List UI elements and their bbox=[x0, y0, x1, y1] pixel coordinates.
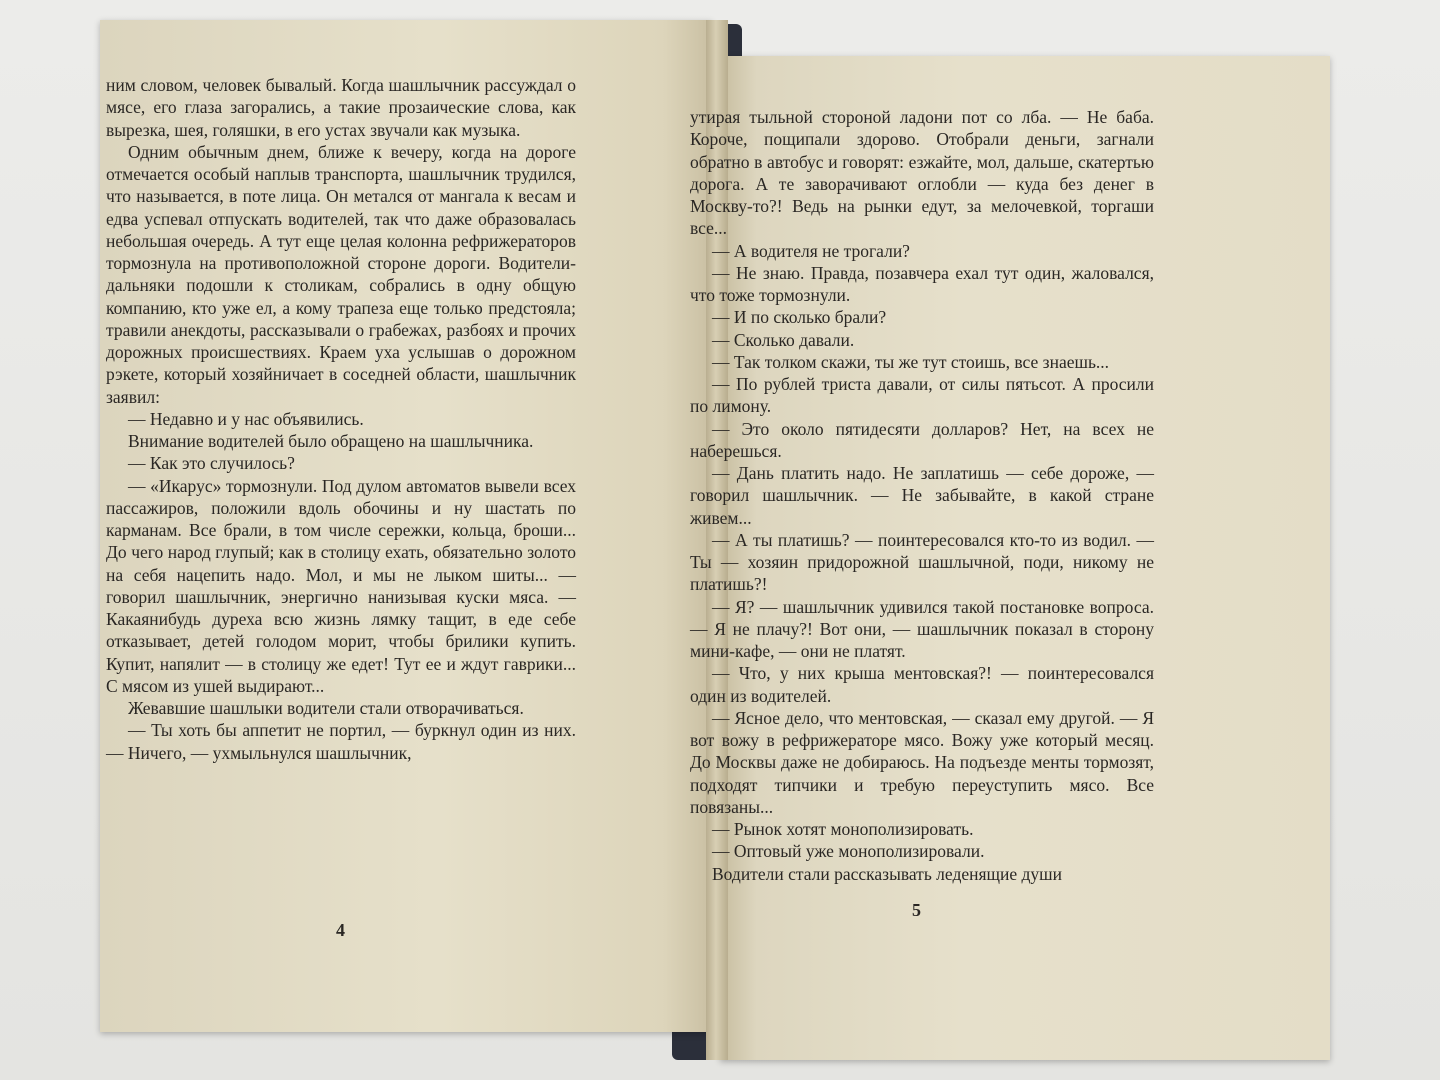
paragraph: — Так толком скажи, ты же тут стоишь, все знаешь... bbox=[712, 351, 1110, 372]
paragraph: — Дань платить надо. Не заплатишь — себе дороже, — говорил шашлычник. — Не забывайте, в какой стране живем... bbox=[690, 463, 1154, 528]
left-page-number: 4 bbox=[336, 920, 345, 940]
paragraph: — По рублей триста давали, от силы пятьсот. А просили по лимону. bbox=[690, 374, 1154, 417]
paragraph: ним словом, человек бывалый. Когда шашлычник рассуждал о мясе, его глаза загорались, а такие прозаические слова, как вырезка, шея, голяшки, в его устах звучали как музыка. bbox=[106, 75, 576, 140]
paragraph: — А ты платишь? — поинтересовался кто-то из водил. — Ты — хозяин придорожной шашлычной, поди, никому не платишь?! bbox=[690, 529, 1154, 595]
paragraph: Жевавшие шашлыки водители стали отворачиваться. bbox=[128, 698, 524, 718]
paragraph: — Рынок хотят монополизировать. bbox=[712, 819, 974, 839]
paragraph: — «Икарус» тормознули. Под дулом автоматов вывели всех пассажиров, положили вдоль обочины и ну шастать по карманам. Все брали, в том числе сережки, кольца, броши... До чего народ глупый; как в столицу ехать, обязательно золото на себя нацепить надо. Мол, и мы не лыком шиты... — говорил шашлычник, энергично нанизывая куски мяса. — Какаянибудь дуреха всю жизнь лямку тащит, в еде себе отказывает, детей голодом морит, чтобы брилики купить. Купит, напялит — в столицу же едет! Тут ее и ждут гаврики... С мясом из ушей выдирают... bbox=[106, 475, 576, 696]
paragraph: — Сколько давали. bbox=[712, 329, 855, 350]
paragraph: — Не знаю. Правда, позавчера ехал тут один, жаловался, что тоже тормознули. bbox=[690, 262, 1154, 305]
paragraph: — Я? — шашлычник удивился такой постановке вопроса. — Я не плачу?! Вот они, — шашлычник показал в сторону мини-кафе, — они не платят. bbox=[690, 596, 1154, 661]
paragraph: Внимание водителей было обращено на шашлычника. bbox=[128, 431, 534, 451]
right-page-text bbox=[690, 106, 1154, 885]
paragraph: — Недавно и у нас объявились. bbox=[128, 408, 364, 429]
paragraph: — Что, у них крыша ментовская?! — поинтересовался один из водителей. bbox=[690, 663, 1154, 706]
paragraph: утирая тыльной стороной ладони пот со лба. — Не баба. Короче, пощипали здорово. Отобрали деньги, загнали обратно в автобус и говорят: езжайте, мол, дальше, скатертью дорога. А те заворачивают оглобли — куда без денег в Москву-то?! Ведь на рынки едут, за мелочевкой, торгаши все... bbox=[690, 107, 1154, 239]
paragraph: Одним обычным днем, ближе к вечеру, когда на дороге отмечается особый наплыв транспорта, шашлычник трудился, что называется, в поте лица. Он метался от мангала к весам и едва успевал отпускать водителей, так что даже образовалась небольшая очередь. А тут еще целая колонна рефрижераторов тормознула на противоположной стороне дороги. Водители-дальняки подошли к столикам, собрались в одну общую компанию, кто уже ел, а кому трапеза еще только предстояла; травили анекдоты, рассказывали о грабежах, разбоях и прочих дорожных происшествиях. Краем уха услышав о дорожном рэкете, который хозяйничает в соседней области, шашлычник заявил: bbox=[106, 141, 576, 407]
paragraph: — Ты хоть бы аппетит не портил, — буркнул один из них. — Ничего, — ухмыльнулся шашлычник, bbox=[106, 720, 576, 763]
paragraph: — И по сколько брали? bbox=[712, 307, 887, 328]
paragraph: — Как это случилось? bbox=[128, 453, 295, 474]
right-page-number: 5 bbox=[912, 900, 921, 920]
paragraph: — Ясное дело, что ментовская, — сказал ему другой. — Я вот вожу в рефрижераторе мясо. Вожу уже который месяц. До Москвы даже не добираюсь. На подъезде менты тормозят, подходят типчики и требую переуступить мясо. Все повязаны... bbox=[690, 707, 1154, 817]
paragraph: — А водителя не трогали? bbox=[712, 240, 910, 261]
paragraph: Водители стали рассказывать леденящие души bbox=[712, 863, 1063, 884]
paragraph: — Это около пятидесяти долларов? Нет, на всех не наберешься. bbox=[690, 418, 1154, 461]
paragraph: — Оптовый уже монополизировали. bbox=[712, 841, 985, 862]
left-page-text bbox=[106, 74, 576, 764]
